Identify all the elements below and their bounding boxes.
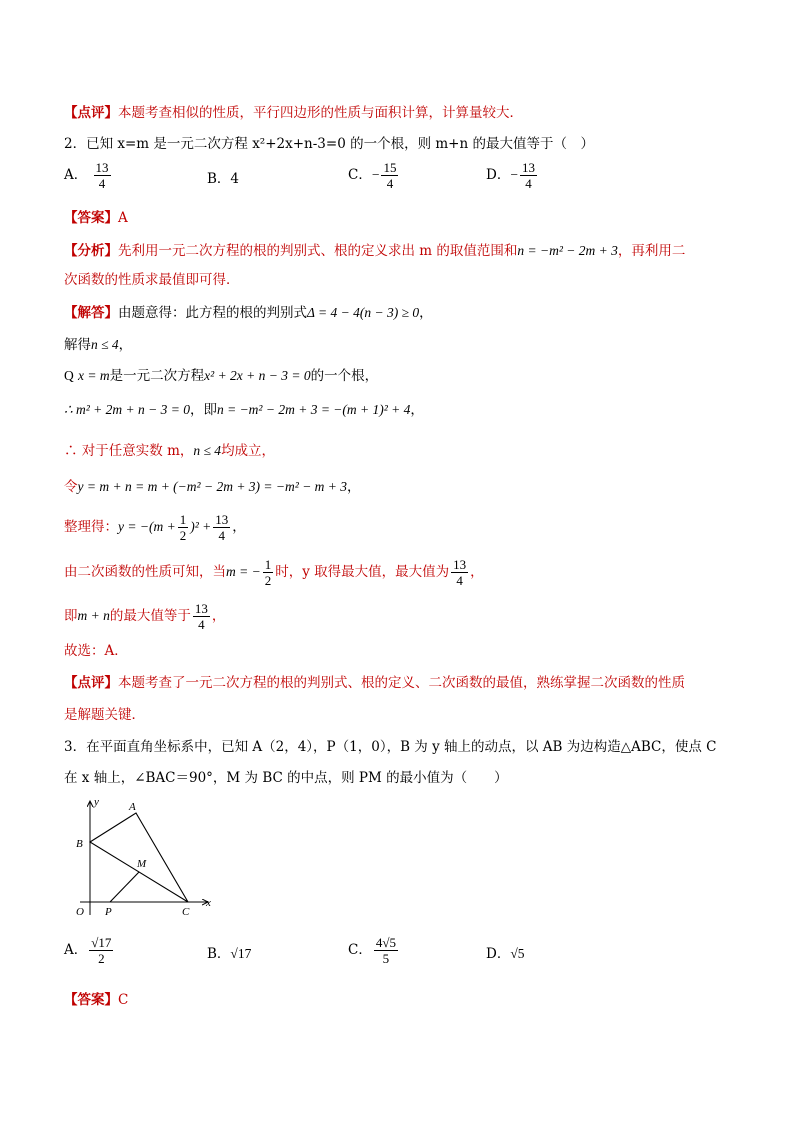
analysis-text: ，再利用二 [617,243,686,259]
option-fraction [374,935,398,966]
option-sign: − [371,167,380,182]
solution-text: 均成立， [221,443,276,459]
review-1 [64,103,523,123]
solution-2-line-2 [64,335,132,355]
label-x: x [206,897,211,909]
q2-option-b: B．4 [207,171,240,187]
label-c: C [182,906,190,918]
solution-2-line-5 [64,441,275,461]
solution-math: y = −(m + [118,519,176,534]
frac-den: 4 [218,528,225,543]
solution-2-line-9 [64,601,225,632]
frac-den: 5 [382,951,390,966]
solution-2-line-10: 故选：A． [64,643,128,659]
frac-num: 1 [179,512,187,527]
fraction [193,601,210,632]
solution-math: Δ = 4 − 4(n − 3) ≥ 0 [307,305,420,320]
review-tag: 【点评】 [64,105,118,121]
solution-text: 由二次函数的性质可知，当 [64,564,226,580]
solution-text: 的一个根， [310,368,379,384]
option-label: C． [348,942,372,958]
option-fraction [89,935,113,966]
label-y: y [94,796,99,808]
solution-text: 的最大值等于 [109,608,191,624]
solution-math: n ≤ 4 [193,443,222,458]
option-fraction [381,160,398,191]
q2-option-c [348,160,400,191]
frac-num: 13 [215,512,229,527]
solution-text: 由题意得：此方程的根的判别式 [118,305,307,321]
solution-text: 解得 [64,337,91,353]
coordinate-figure [70,795,220,920]
option-sign: − [510,167,518,182]
review-text: 本题考查了一元二次方程的根的判别式、根的定义、二次函数的最值，熟练掌握二次函数的性质 [118,675,685,691]
option-value: √17 [230,946,252,961]
solution-text: 是一元二次方程 [109,368,205,384]
frac-den: 4 [386,176,394,191]
review-tag: 【点评】 [64,675,118,691]
answer-2 [64,208,128,228]
solution-text: 时，y 取得最大值，最大值为 [275,564,450,580]
label-o: O [76,906,84,918]
solution-text: ，即 [189,402,217,418]
q3-option-d [486,944,525,964]
solution-text: 令 [64,479,78,495]
solution-tag: 【解答】 [64,305,118,321]
option-label: D． [486,167,511,183]
analysis-text: 先利用一元二次方程的根的判别式、根的定义求出 m 的取值范围和 [118,243,518,259]
frac-den: 2 [264,573,272,588]
q2-option-a [64,160,113,191]
option-fraction [94,160,111,191]
answer-text: A [118,210,128,226]
solution-math: m = − [226,564,261,579]
frac-num: 15 [383,160,397,175]
frac-num: 4√5 [375,935,396,950]
review-2-line-2: 是解题关键． [64,707,145,723]
solution-text: 整理得： [64,519,118,535]
frac-num: 13 [521,160,535,175]
label-a: A [129,801,136,813]
option-label: B． [207,946,231,962]
frac-num: 13 [95,160,109,175]
review-2-line-1 [64,673,685,693]
q3-option-a [64,935,115,966]
answer-3 [64,990,128,1010]
frac-den: 2 [179,528,187,543]
solution-text: ， [470,564,484,580]
solution-text: ， [347,479,361,495]
solution-math: ∴ m² + 2m + n − 3 = 0 [64,402,190,417]
solution-2-line-3 [64,366,378,386]
question-3-stem-line-2: 在 x 轴上，∠BAC＝90°，M 为 BC 的中点，则 PM 的最小值为（ ） [64,770,508,786]
frac-den: 4 [198,617,205,632]
frac-num: 1 [264,557,272,572]
solution-math: x = m [78,368,110,383]
solution-math: y = m + n = m + (−m² − 2m + 3) = −m² − m + 3 [77,479,348,494]
solution-2-line-6 [64,477,361,497]
fraction [451,557,468,588]
option-fraction [520,160,537,191]
frac-den: 4 [456,573,463,588]
fraction [213,512,230,543]
frac-den: 4 [98,176,106,191]
frac-num: √17 [91,935,112,950]
solution-2-line-7 [64,512,246,543]
question-2-stem: 2．已知 x=m 是一元二次方程 x²+2x+n-3=0 的一个根，则 m+n 的最大值等于（ ） [64,136,594,152]
frac-num: 13 [453,557,467,572]
frac-den: 4 [525,176,532,191]
solution-2-line-8 [64,557,484,588]
solution-text: ， [410,402,424,418]
analysis-2-line-2: 次函数的性质求最值即可得． [64,272,240,288]
solution-text: ， [211,608,226,624]
q3-option-b [207,944,251,964]
option-label: C． [348,167,372,183]
frac-num: 13 [194,601,208,616]
analysis-tag: 【分析】 [64,243,118,259]
q2-option-d [486,160,539,191]
answer-tag: 【答案】 [64,210,118,226]
solution-2-line-4 [64,400,424,420]
solution-text: 即 [64,608,78,624]
option-label: D． [486,946,511,962]
option-label: A． [64,942,88,958]
question-3-stem-line-1: 3．在平面直角坐标系中，已知 A（2，4），P（1，0），B 为 y 轴上的动点，以 AB 为边构造△ABC，使点 C [64,739,717,755]
because-symbol: Q [64,368,74,383]
label-m: M [137,858,147,870]
analysis-2-line-1 [64,241,685,261]
solution-math: x² + 2x + n − 3 = 0 [204,368,311,383]
solution-math: )² + [190,519,212,534]
analysis-math: n = −m² − 2m + 3 [517,243,618,258]
fraction [178,512,189,543]
solution-math: m + n [77,608,110,623]
option-label: A． [64,167,88,183]
segment-pm [110,872,139,902]
answer-text: C [118,992,129,1008]
solution-text: ， [232,519,246,535]
fraction [263,557,274,588]
solution-math: n ≤ 4 [91,337,119,352]
review-text: 本题考查相似的性质，平行四边形的性质与面积计算，计算量较大． [118,105,523,121]
label-p: P [105,906,112,918]
solution-2-line-1 [64,303,433,323]
solution-text: ， [118,337,133,353]
frac-den: 2 [98,951,105,966]
option-value: √5 [510,946,525,961]
solution-text: ， [419,305,433,321]
label-b: B [76,838,83,850]
solution-text: ∴ 对于任意实数 m， [64,443,194,459]
solution-math: n = −m² − 2m + 3 = −(m + 1)² + 4 [216,402,411,417]
answer-tag: 【答案】 [64,992,118,1008]
q3-option-c [348,935,400,966]
